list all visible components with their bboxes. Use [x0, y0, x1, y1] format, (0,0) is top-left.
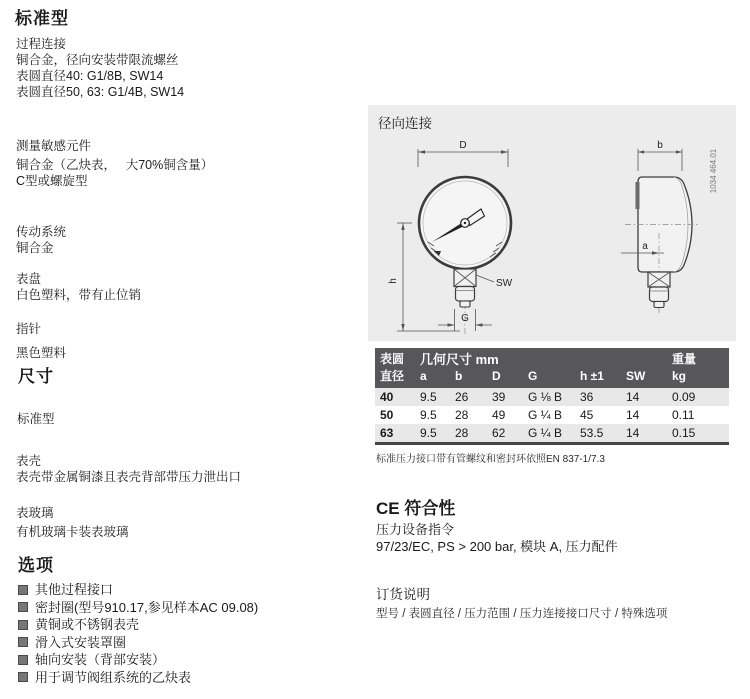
option-label: 其他过程接口 — [35, 582, 114, 597]
cell-kg: 0.11 — [672, 408, 695, 422]
ce-line: 压力设备指令 — [376, 522, 455, 537]
dimension-table — [375, 348, 729, 445]
ordering-heading: 订货说明 — [376, 587, 430, 602]
ordering-line: 型号 / 表圆直径 / 压力范围 / 压力连接接口尺寸 / 特殊选项 — [376, 608, 668, 620]
table-row — [375, 424, 729, 445]
option-item — [18, 599, 258, 617]
cell-b: 28 — [455, 408, 469, 422]
ce-heading: CE 符合性 — [376, 499, 456, 518]
option-label: 黄铜或不锈钢表壳 — [35, 617, 140, 632]
dim-label-G: G — [461, 313, 469, 324]
section-movement — [16, 224, 66, 256]
section-label: 表盘 — [16, 272, 42, 286]
dim-label-h: h — [388, 278, 399, 284]
section-window — [16, 505, 129, 540]
section-case — [16, 453, 241, 485]
option-item — [18, 616, 258, 634]
dimensions-heading: 尺寸 — [18, 367, 54, 386]
cell-dia: 40 — [380, 390, 394, 404]
cell-SW: 14 — [626, 390, 640, 404]
col-header-weight: 重量 — [672, 352, 697, 366]
option-item — [18, 581, 258, 599]
section-line: 表圆直径40: G1/8B, SW14 — [16, 69, 164, 83]
cell-D: 39 — [492, 390, 506, 404]
cell-b: 28 — [455, 426, 469, 440]
section-line: 白色塑料，带有止位销 — [16, 288, 142, 302]
col-header-dial-diameter: 表圆 — [380, 352, 405, 366]
square-bullet-icon — [18, 620, 28, 630]
drawing-number: 1034 464.01 — [709, 148, 718, 194]
option-label: 轴向安装（背部安装） — [35, 652, 166, 667]
page-title: 标准型 — [15, 9, 69, 28]
cell-a: 9.5 — [420, 408, 437, 422]
square-bullet-icon — [18, 655, 28, 665]
cell-G: G ⅛ B — [528, 390, 563, 404]
cell-dia: 63 — [380, 426, 394, 440]
col-header-dial-diameter-2: 直径 — [380, 369, 405, 383]
section-pointer — [16, 321, 66, 361]
col-header-h: h ±1 — [580, 369, 604, 383]
section-label: 指针 — [16, 322, 42, 336]
cell-SW: 14 — [626, 408, 640, 422]
section-line: 黑色塑料 — [16, 346, 67, 360]
section-line: 铜合金，径向安装带限流螺丝 — [16, 53, 179, 67]
col-header-b: b — [455, 369, 463, 383]
col-header-SW: SW — [626, 369, 646, 383]
cell-kg: 0.15 — [672, 426, 696, 440]
cell-SW: 14 — [626, 426, 640, 440]
table-row — [375, 406, 729, 424]
drawing-panel-title: 径向连接 — [378, 116, 432, 131]
square-bullet-icon — [18, 672, 28, 682]
section-sensing-element — [16, 138, 213, 189]
section-dial — [16, 271, 141, 303]
drawing-panel — [368, 105, 736, 341]
col-header-geometry-group: 几何尺寸 mm — [420, 352, 499, 367]
col-header-D: D — [492, 369, 501, 383]
col-header-G: G — [528, 369, 538, 383]
dim-label-D: D — [459, 140, 467, 151]
cell-a: 9.5 — [420, 390, 437, 404]
section-line: 表壳带金属铜漆且表壳背部带压力泄出口 — [16, 470, 242, 484]
section-line: 铜合金（乙炔表， 大70%铜含量） — [16, 158, 214, 172]
cell-D: 62 — [492, 426, 506, 440]
cell-G: G ¼ B — [528, 408, 563, 422]
cell-h: 53.5 — [580, 426, 604, 440]
cell-h: 36 — [580, 390, 594, 404]
cell-b: 26 — [455, 390, 469, 404]
section-label: 测量敏感元件 — [16, 139, 92, 153]
table-row — [375, 388, 729, 406]
dimensions-subtitle: 标准型 — [17, 412, 55, 426]
dim-label-SW: SW — [496, 278, 513, 289]
option-item — [18, 651, 258, 669]
dim-label-b: b — [657, 140, 663, 151]
table-footnote: 标准压力接口带有管螺纹和密封环依照EN 837-1/7.3 — [376, 454, 605, 465]
ordering-section — [376, 586, 667, 622]
section-line: C型或螺旋型 — [16, 174, 88, 188]
section-label: 传动系统 — [16, 225, 67, 239]
cell-kg: 0.09 — [672, 390, 696, 404]
table-header — [375, 348, 729, 388]
section-process-connection — [16, 36, 184, 100]
square-bullet-icon — [18, 602, 28, 612]
gauge-technical-drawing — [368, 105, 736, 341]
option-item — [18, 634, 258, 652]
cell-a: 9.5 — [420, 426, 437, 440]
section-line: 铜合金 — [16, 241, 54, 255]
cell-G: G ¼ B — [528, 426, 563, 440]
dim-label-a: a — [642, 241, 648, 252]
option-item — [18, 669, 258, 687]
section-label: 表壳 — [16, 454, 42, 468]
section-label: 过程连接 — [16, 37, 67, 51]
option-label: 密封圈(型号910.17,参见样本AC 09.08) — [35, 599, 259, 615]
option-label: 滑入式安装罩圈 — [35, 634, 127, 650]
cell-D: 49 — [492, 408, 506, 422]
ce-conformity-section — [376, 494, 618, 555]
square-bullet-icon — [18, 585, 28, 595]
square-bullet-icon — [18, 637, 28, 647]
cell-h: 45 — [580, 408, 594, 422]
ce-line: 97/23/EC, PS > 200 bar, 模块 A, 压力配件 — [376, 538, 618, 554]
section-line: 表圆直径50, 63: G1/4B, SW14 — [16, 85, 185, 99]
option-label: 用于调节阀组系统的乙炔表 — [35, 669, 192, 685]
col-header-a: a — [420, 369, 427, 383]
cell-dia: 50 — [380, 408, 394, 422]
section-line: 有机玻璃卡装表玻璃 — [16, 525, 129, 539]
options-heading: 选项 — [18, 556, 54, 575]
options-list — [18, 581, 258, 686]
col-header-kg: kg — [672, 369, 687, 383]
section-label: 表玻璃 — [16, 506, 54, 520]
